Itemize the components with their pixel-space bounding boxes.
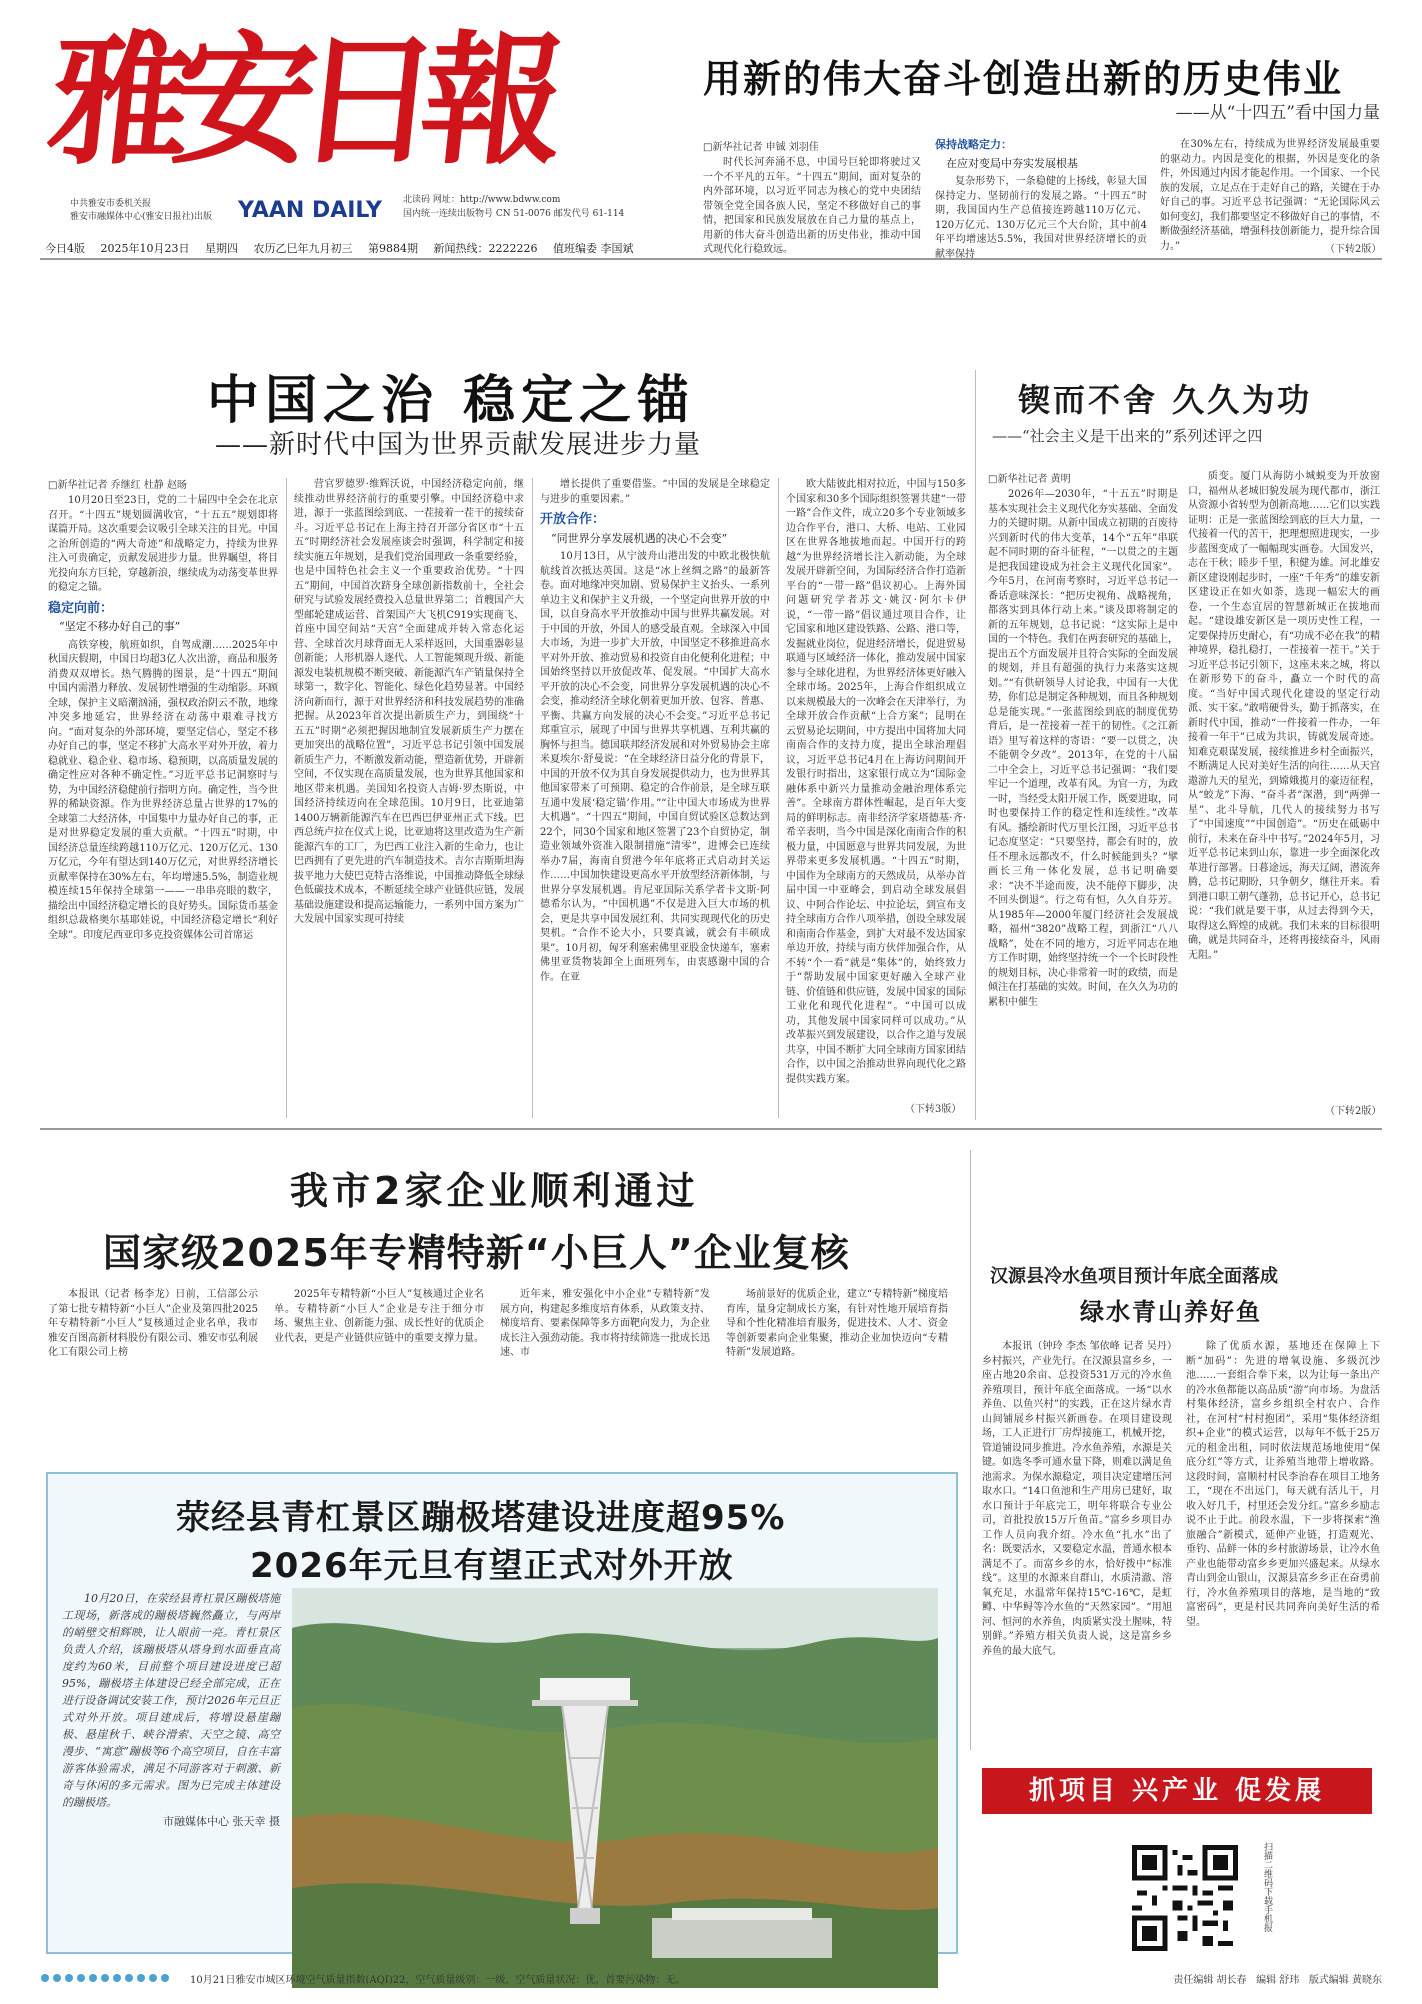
- right-article-title: 锲而不舍 久久为功: [1018, 381, 1313, 419]
- paragraph: 欧大陆彼此相对拉近，中国与150多个国家和30多个国际组织签署共建“一带一路”合作文件，成立20多个专业领域多边合作平台，港口、大桥、电站、工业园区在世界各地拔地而起。中国开行的跨越“为世界经济增长注入新动能，为全球发展开辟新空间，为国际经济合作打造新平台的“一带一路”倡议初心。上海外国问题研究学者苏文·姚汉·阿尔卡伊说，“一带一路”倡议通过项目合作，让它国家和地区建设铁路、公路、港口等，发掘就业岗位，促进经济增长，促进贸易联通与区域经济一体化，推动发展中国家参与全球化进程，为世界经济体更好融入全球市场。2025年，上海合作组织成立以来规模最大的一次峰会在天津举行，为全球开放合作贡献“上合方案”；昆明在云贸易论坛期间，中方提出中国将加大同南南合作的支持力度，提出全球治理倡议，习近平总书记4月在上海访问期间开发银行时指出，这家银行成立为“国际金融体系中新兴力量推动金融治理体系完善”。全球南方群体性崛起，是百年大变局的鲜明标志。南非经济学家塔德基·齐·希辛表明，当今中国是深化南南合作的积极力量，中国愿意与世界共同发展，为世界带来更多发展机遇。“十四五”时期，中国作为全球南方的天然成员，从举办首届中国一中亚峰会，到启动全球发展倡议、中阿合作论坛、中拉论坛，到宣布支持全球南方合作八项举措，创设全球发展和南南合作基金，到扩大对最不发达国家单边开放，持续与南方伙伴加强合作，从不转“个一看”就是“集体”的，始终致力于“帮助发展中国家更好融入全球产业链、价值链和供应链，发展中国家的国际工业化和现代化进程”。“中国可以成功，其他发展中国家同样可以成功。”从改革振兴到发展建设，以合作之道与发展共享，中国不断扩大同全球南方国家团结合作，以中国之治推动世界向现代化之路提供实践方案。: [786, 479, 966, 1085]
- section-quote: “坚定不移办好自己的事”: [59, 620, 181, 633]
- qr-note: 扫描二维码下载手机报: [1262, 1842, 1272, 1932]
- section-divider: [970, 1150, 971, 1750]
- paragraph: 时代长河奔涌不息，中国号巨轮即将驶过又一个不平凡的五年。“十四五”期间，面对复杂的内外部环境，以习近平同志为核心的党中央团结带领全党全国各族人民，坚定不移做好自己的事情，把国家和民族发展放在自己力量的基点上，用新的伟大奋斗创造出新的历史伟业，推动中国式现代化行稳致远。: [703, 157, 921, 255]
- mid-article-col1: [48, 1288, 258, 1458]
- section-subheading: 在应对变局中夯实发展根基: [946, 156, 1078, 170]
- publisher-line: 中共雅安市委机关报: [70, 199, 152, 209]
- caption-text: 10月20日，在荥经县青杠景区蹦极塔施工现场，新落成的蹦极塔巍然矗立，与两岸的峭壁交相辉映，让人眼前一亮。青杠景区负责人介绍，该蹦极塔从塔身到水面垂直高度约为60米，目前整个项目建设进度已超95%，蹦极塔主体建设已经全部完成，正在进行设备调试安装工作，预计2026年元旦正式对外开放。项目建成后，将增设悬崖蹦极、悬崖秋千、峡谷滑索、天空之镜、高空漫步、“寓意”蹦极等6个高空项目，自在丰富游客体验需求，满足不同游客对于刺激、新奇与休闲的多元需求。图为已完成主体建设的蹦极塔。: [62, 1592, 280, 1809]
- qr-code-icon: [1132, 1845, 1238, 1951]
- air-quality-report: 10月21日雅安市城区环境空气质量指数(AQI)22，空气质量级别：一级，空气质量状况：优，首要污染物：无。: [190, 1975, 686, 1986]
- r2-article-col2: [1186, 1340, 1380, 1750]
- mid-article-title-line1: 我市2家企业顺利通过: [290, 1169, 699, 1213]
- right-article-subtitle: ——“社会主义是干出来的”系列述评之四: [992, 427, 1263, 445]
- footer: [40, 1968, 1382, 1988]
- bungee-tower-photo: [292, 1588, 938, 1988]
- weekday: 星期四: [205, 242, 238, 255]
- masthead-divider: [40, 258, 1382, 260]
- issue-date: 2025年10月23日: [100, 242, 190, 255]
- lead-article-title: 中国之治 稳定之锚: [207, 371, 696, 431]
- photo-caption: [62, 1590, 280, 1830]
- slogan-banner: 抓项目 兴产业 促发展: [982, 1768, 1372, 1814]
- mid-article-title-line2: 国家级2025年专精特新“小巨人”企业复核: [103, 1231, 850, 1275]
- paragraph: 2026年—2030年，“十五五”时期是基本实现社会主义现代化夯实基础、全面发力的关键时期。从新中国成立初期的百废待兴到新时代的伟大变革，14个“五年”串联起不同时期的奋斗征程，“一以贯之的主题是把我国建设成为社会主义现代化国家”。今年5月，在河南考察时，习近平总书记一番话意味深长：“把历史视角、战略视角，都落实到具体行动上来。”谈及即将制定的新的五年规划，总书记说：“这实际上是中国的一个特色。我们在两套研究的基础上，提出五个方面发展并且符合实际的全面发展的规划，并且有超强的执行力来落实这规划。”“有供研领导人讨论我，中国有一大优势，你们总是制定各种规划，而且各种规划总是能实现。”一张蓝图绘到底的制度优势背后，是一茬接着一茬干的韧性。《之江新语》里写着这样的寄语：“要一以贯之，决不能朝令夕改”。2013年，在党的十八届二中全会上，习近平总书记强调：“我们要牢记一个道理，改革有风。为官一方，为政一时，当经受太阳开展工作，既要进取，同时也要保持工作的稳定性和连续性。”改革有风。播绘新时代万里长江图，习近平总书记态度坚定：“只要坚持，都会有时的，放任不理永远都改不，什么时候能到头？”擘画长三角一体化发展，总书记明确要求：“决不半途而废，决不能停下脚步，决不回头倒退”。行之苟有恒，久久自芬芳。从1985年—2000年厦门经济社会发展战略，福州“3820”战略工程，到浙江“八八战略”，处在不同的地方，习近平同志在地方工作时期，始终坚持统一个一个长时段性的规划目标，决心非常着一时的政绩，而是倾注在打基础的实效。时间，在久久为功的累积中催生: [988, 489, 1178, 1008]
- page-count: 今日4版: [45, 242, 85, 255]
- continued-note: （下转2版）: [1325, 244, 1382, 255]
- website-line: 北读码 网址：http://www.bdww.com: [403, 195, 561, 205]
- paragraph: 10月13日，从宁波舟山港出发的中欧北极快航航线首次抵达英国。这是“冰上丝绸之路”的最新答卷。面对地缘冲突加剧、贸易保护主义抬头、一系列单边主义和保护主义升级，一个坚定向世界开放的中国，以自身高水平开放推动中国与世界共赢发展。对于中国的开放，外国人的感受最直观。全球深入中国大市场，为进一步扩大开放，中国坚定不移推进高水平对外开放、推动贸易和投资自由化便利化进程；中国始终坚持以开放促改革、促发展。“中国扩大高水平开放的决心不会变，同世界分享发展机遇的决心不会变，推动经济全球化朝着更加开放、包容、普惠、平衡、共赢方向发展的决心不会变。”习近平总书记郑重宣示，展现了中国与世界共享机遇、互利共赢的胸怀与担当。德国联邦经济发展和对外贸易协会主席米夏埃尔·舒曼说：“在全球经济日益分化的背景下，中国的开放不仅为其自身发展提供动力，也为世界其他国家带来了可预期、稳定的合作前景，是全球互联互通中发展‘稳定锚’作用。”“让中国大市场成为世界大机遇”。“十四五”期间，中国自贸试验区总数达到22个，同30个国家和地区签署了23个自贸协定，制造业领域外资准入限制措施“清零”，进博会已连续举办7届，海南自贸港今年年底将正式启动封关运作……中国加快建设更高水平开放型经济新体制，与世界分享发展机遇。肯尼亚国际关系学者卡文斯·阿德希尔认为，“中国机遇”不仅是进入巨大市场的机会，更是共享中国发展红利、共同实现现代化的历史契机。“合作不论大小，只要真诚，就会有丰硕成果”。10月初，匈牙利塞索佛里亚股金快递车，塞索佛里亚货物装卸全上面班列车，由衷感谢中国的合作。在亚: [540, 551, 770, 983]
- photo-credit: 市融媒体中心 张天幸 摄: [163, 1815, 280, 1828]
- logo-en-text: YAAN DAILY: [238, 198, 382, 223]
- top-article-subtitle: ——从“十四五”看中国力量: [1175, 103, 1380, 123]
- lead-article-subtitle: ——新时代中国为世界贡献发展进步力量: [215, 430, 702, 460]
- staff-editor: 编辑 舒玮: [1256, 1975, 1300, 1986]
- column-divider: [286, 478, 287, 1118]
- paragraph: 2025年专精特新“小巨人”复核通过企业名单。专精特新“小巨人”企业是专注于细分市场、聚焦主业、创新能力强、成长性好的优质企业代表，更是产业链供应链中的重要支撑力量。: [274, 1289, 484, 1344]
- paragraph: 营官罗德罗·维辉沃说，中国经济稳定向前，继续推动世界经济前行的重要引擎。中国经济稳中求进，源于一张蓝图绘到底、一茬接着一茬干的接续奋斗。习近平总书记在上海主持召开部分省区市“十五五”时期经济社会发展座谈会时强调，科学制定和接续实施五年规划，是我们党治国理政一条重要经验，也是中国特色社会主义一个重要政治优势。“十四五”期间，中国首次跻身全球创新指数前十，全社会研究与试验发展经费投入总量世界第二；首艘国产大型邮轮建成运营、首架国产大飞机C919实现商飞、首座中国空间站“天宫”全面建成并转入常态化运营、全球首次月球背面无人采样返回，大国重器彰显创新能；人形机器人逐代、人工智能频现升级、新能源发电装机规模不断突破、新能源汽车产销量保持全球第一，数字化、智能化、绿色化趋势显著。中国经济向新而行，源于对世界经济和科技发展趋势的准确把握。从2023年首次提出新质生产力，到围绕“十五五”时期“必须把握因地制宜发展新质生产力摆在更加突出的战略位置”，习近平总书记引领中国发展新质生产力，不断激发新动能，塑造新优势，开辟新空间，不仅实现在高质量发展，也为世界其他国家和地区带来机遇。美国知名投资人吉姆·罗杰斯说，中国经济持续迈向在全球范围。10月9日，比亚迪第1400万辆新能源汽车在巴西巴伊亚州正式下线。巴西总统卢拉在仪式上说，比亚迪将这里改造为生产新能源汽车的工厂，为巴西工业注入新的生命力，也让巴西拥有了更先进的汽车制造技术。吉尔吉斯斯坦海拔平地力大使巴克特古洛维说，中国推动降低全球绿色低碳技术成本，不断延续全球产业链供应链，发展基础设施建设和提高运输能力，一系列中国方案为广大发展中国家实现可持续: [294, 479, 524, 925]
- paragraph: 复杂形势下，一条稳健的上扬线，彰显大国保持定力、坚韧前行的发展之路。“十四五”时期，我国国内生产总值接连跨越110万亿元、120万亿元、130万亿元三个大台阶，其中前4年平均增速达5.5%，我国对世界经济增长的贡献率保持: [935, 176, 1147, 260]
- staff-editor: 责任编辑 胡长春: [1173, 1975, 1247, 1986]
- section-divider: [40, 1128, 1382, 1130]
- right-article-col2: [1188, 470, 1380, 1100]
- top-article-col1: [703, 156, 921, 255]
- paragraph: 场前景好的优质企业，建立“专精特新”梯度培育库，量身定制成长方案，有针对性地开展培育指导和个性化精准培育服务，促进技术、人才、资金等创新要素向企业集聚，推动企业加快迈向“专精特新”发展道路。: [726, 1289, 948, 1358]
- paragraph: 增长提供了重要借鉴。“中国的发展是全球稳定与进步的重要因素。”: [540, 479, 770, 505]
- issue-number: 第9884期: [368, 242, 418, 255]
- section-heading: 稳定向前：: [48, 600, 114, 616]
- column-divider: [778, 478, 779, 1118]
- right-article-byline: □新华社记者 黄明: [988, 474, 1071, 485]
- logo-english: [238, 198, 382, 223]
- mid-article-col4: [726, 1288, 948, 1458]
- section-quote: “同世界分享发展机遇的决心不会变”: [551, 531, 728, 545]
- top-article-title: 用新的伟大奋斗创造出新的历史伟业: [703, 57, 1344, 101]
- paragraph: 在30%左右，持续成为世界经济发展最重要的驱动力。内因是变化的根据，外因是变化的条件，外因通过内因才能起作用。一个国家、一个民族的发展，立足点在于走好自己的路，关键在于办好自己的事。习近平总书记强调：“无论国际风云如何变幻，我们都要坚定不移做好自己的事情，不断做强经济基础，增强科技创新能力，提升综合国力。”: [1160, 139, 1380, 252]
- qr-code[interactable]: [1132, 1845, 1238, 1951]
- top-article-col2: [935, 138, 1147, 260]
- newspaper-logo: 雅安日報: [41, 18, 555, 184]
- serial-number-line: 国内统一连续出版物号 CN 51-0076 邮发代号 61-114: [403, 209, 625, 219]
- news-hotline: 新闻热线：2222226: [433, 242, 538, 255]
- publisher-line-2: 雅安市融媒体中心(雅安日报社)出版: [70, 212, 213, 222]
- section-divider: [975, 370, 976, 1120]
- lead-article-col1: [48, 494, 278, 1114]
- lunar-date: 农历乙巳年九月初三: [253, 242, 353, 255]
- paragraph: 除了优质水源，基地还在保障上下断“加码”：先进的增氧设施、多级沉沙池……一套组合拳下来，以为让每一条出产的冷水鱼都能以高品质“游”向市场。为盘活村集体经济，富乡乡组织全村农户、合作社，在河村“村村抱团”，采用“集体经济组织+企业”的模式运营，以每年不低于25万元的租金出租，同时依法规范场地使用“保底分红”等方式，让养殖当地带上增收路。这段时间，富顺村村民李治春在项目工地务工，“现在不出远门，每天就有活儿干，月收入好几千，村里还会发分红。”富乡乡励志说不止于此。前段水温，下一步将探索“渔旅融合”新模式，延伸产业链，打造观光、垂钓、品鲜一体的乡村旅游场景，让冷水鱼产业也能带动富乡乡更加兴盛起来。从绿水青山到金山银山，汉源县富乡乡正在奋勇前行，冷水鱼养殖项目的落地，是当地的“致富密码”，更是村民共同奔向美好生活的希望。: [1186, 1341, 1380, 1628]
- paragraph: 本报讯（记者 杨李龙）日前，工信部公示了第七批专精特新“小巨人”企业及第四批2025年专精特新“小巨人”复核通过企业名单，我市雅安百图高新材料股份有限公司、雅安市弘利展化工有限公司上榜: [48, 1289, 258, 1358]
- photo-article-title-line1: 荥经县青杠景区蹦极塔建设进度超95%: [176, 1498, 786, 1538]
- photo-illustration: [292, 1588, 938, 1988]
- top-article-col3: [1160, 138, 1380, 252]
- section-heading: 保持战略定力：: [935, 138, 1012, 151]
- right-article-col1: [988, 488, 1178, 1108]
- paragraph: 质变。厦门从海防小城蜕变为开放窗口，福州从老城旧貌发展为现代都市，浙江从资源小省转型为创新高地……它们以实践证明：正是一张蓝图绘到底的巨大力量，一代接着一代的苦干，把理想照进现实，一步步蓝图变成了一幅幅现实画卷。大国发兴，志在干秋；睦步千里，积健为雄。河北雄安新区建设刚起步时，一座“千年秀”的雄安新区建设正在如火如荼，选现一幅宏大的画卷，一个生态宜居的智慧新城正在拔地而起。“建设雄安新区是一项历史性工程，一定要保持历史耐心，有“功成不必在我”的精神境界，稳扎稳打，一茬接着一茬干。”关于习近平总书记引领下，这座未来之城，将以在新形势下的奋斗，矗立一个时代的高度。“当好中国式现代化建设的坚定行动派、实干家。”敢啃硬骨头，勤于抓落实，在新时代中国，推动“一件接着一件办，一年接着一年干”已成为共识，铸就发展奇迹。知难克艰谋发展，接续推进乡村全面振兴，不断满足人民对美好生活的向往……从天宫遨游九天的星光，到嫦娥揽月的豪迈征程，从“蛟龙”下海、“奋斗者”深潜，到“两弹一星”、北斗导航，几代人的接续努力书写了“中国速度”“中国创造”。“历史在砥砺中前行，未来在奋斗中书写。”2024年5月，习近平总书记来到山东，靠进一步全面深化改革进行部署。日暮途远，海天辽阔，潜流奔腾，总书记期盼，只争朝夕，继往开来。看到港口职工朝气蓬勃，总书记开心，总书记说：“我们就是要干事，从过去得到今天，取得这么辉煌的成就。我们未来的目标很明确，就是共同奋斗，还将再接续奋斗，风雨无阻。”: [1188, 471, 1380, 961]
- paragraph: 10月20日至23日，党的二十届四中全会在北京召开。“十四五”规划圆满收官，“十五五”规划即将谋篇开局。这次重要会议吸引全球关注的目光。中国之治所创造的“两大奇迹”和战略定力，持续为世界注入可贵确定，贡献发展进步力量。世界瞩望，将目光投向东方巨轮，穿越新浪，继续成为动荡变革世界的稳定之锚。: [48, 495, 278, 593]
- decorative-dots-icon: [40, 1973, 180, 1983]
- continued-note: （下转2版）: [1325, 1106, 1382, 1117]
- mid-article-col2: [274, 1288, 484, 1458]
- continued-note: （下转3版）: [905, 1104, 962, 1115]
- lead-article-col2: [294, 478, 524, 1114]
- logo-subline: [70, 198, 212, 224]
- paragraph: 近年来，雅安强化中小企业“专精特新”发展方向，构建起多维度培育体系，从政策支持、梯度培育、要素保障等多方面靶向发力，为企业成长注入强劲动能。我市将持续筛选一批成长迅速、市: [500, 1289, 710, 1358]
- duty-editor: 值班编委 李国斌: [553, 242, 634, 255]
- paragraph: 本报讯（钟玲 李杰 邹依峰 记者 吴丹）乡村振兴，产业先行。在汉源县富乡乡，一座占地20余亩、总投资531万元的冷水鱼养殖项目，预计年底全面落成。一场“以水养鱼、以鱼兴村”的实践，正在这片绿水青山间铺展乡村振兴新画卷。在项目建设现场，工人正进行厂房焊接施工，机械开挖，管道铺设同步推进。冷水鱼养殖，水源是关键。如选冬季可通水量下降，则难以满足鱼池需求。为保水源稳定，项目决定建增压河取水口。“14口鱼池和生产用房已建好，取水口预计于年底完工，明年将联合专业公司，首批投放15万斤鱼苗。”富乡乡项目办工作人员向我介绍。冷水鱼“扎水”出了名：既要活水，又要稳定水温，普通水根本满足不了。而富乡乡的水，恰好拨中“标准线”。这里的水源来自群山，水质清澈、溶氧充足，水温常年保持15℃-16℃，是虹鳟、中华鲟等冷水鱼的“天然家园”。“用旭河、恒河的水养鱼，肉质紧实没土腥味，特别鲜。”养殖方相关负责人说，这是富乡乡养鱼的最大底气。: [982, 1341, 1172, 1657]
- section-heading: 开放合作：: [540, 512, 606, 527]
- paragraph: 高铁穿梭，航班如织，自驾成潮……2025年中秋国庆假期，中国日均超3亿人次出游，商品和服务消费双双增长。热气腾腾的图景，是“十四五”期间中国内需潜力释放、发展韧性增强的生动缩影。环顾全球，保护主义暗潮汹涌，强权政治阴云不散，地缘冲突多地延宕，世界经济在动荡中艰难寻找方向。“面对复杂的外部环境，要坚定信心，坚定不移办好自己的事，坚定不移扩大高水平对外开放，着力稳就业、稳企业、稳市场、稳预期，以高质量发展的确定性应对各种不确定性。”习近平总书记洞察时与势，为中国经济稳健前行指明方向。确定性，当今世界的稀缺资源。作为世界经济总量占世界的17%的全球第二大经济体，中国集中力量办好自己的事，正是对世界稳定发展的重大贡献。“十四五”时期，中国经济总量连续跨越110万亿元、120万亿元、130万亿元，今年有望达到140万亿元，对世界经济增长贡献率保持在30%左右，年均增速5.5%，制造业规模连续15年保持全球第一——一串串亮眼的数字，描绘出中国经济稳定增长的良好势头。国际货币基金组织总裁格奥尔基耶娃说，中国经济稳定增长“利好全球”。印度尼西亚印多克投资媒体公司首席运: [48, 639, 278, 941]
- staff-credits: [1173, 1971, 1382, 1986]
- lead-article-col4: [786, 478, 966, 1098]
- mid-article-col3: [500, 1288, 710, 1458]
- staff-editor: 版式编辑 黄晓东: [1308, 1975, 1382, 1986]
- lead-article-byline: □新华社记者 乔继红 杜静 赵旸: [48, 480, 187, 491]
- r2-article-title-line1: 汉源县冷水鱼项目预计年底全面落成: [990, 1266, 1278, 1287]
- column-divider: [532, 478, 533, 1118]
- r2-article-title-line2: 绿水青山养好鱼: [1080, 1298, 1262, 1326]
- r2-article-col1: [982, 1340, 1172, 1750]
- photo-article-title-line2: 2026年元旦有望正式对外开放: [250, 1546, 734, 1586]
- lead-article-col3: [540, 478, 770, 1114]
- top-article-byline: □新华社记者 申铖 刘羽佳: [703, 142, 819, 153]
